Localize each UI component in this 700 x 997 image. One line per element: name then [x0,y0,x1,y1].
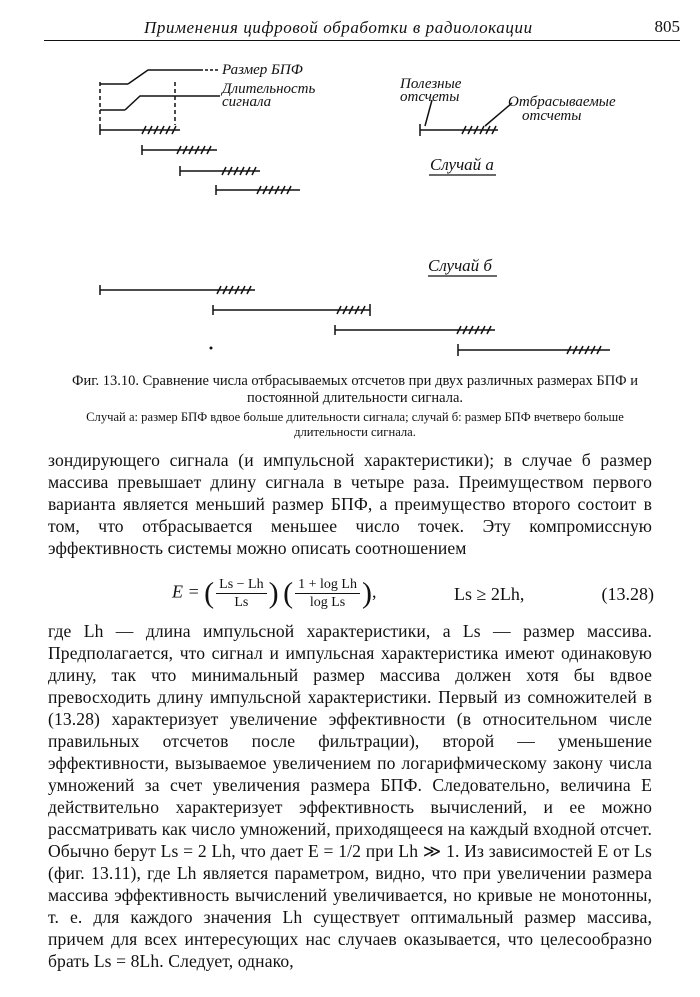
duration-leader [125,96,220,110]
label-discarded-1: Отбрасываемые [508,94,616,110]
running-title: Применения цифровой обработки в радиолокации [144,18,533,37]
paragraph-2: где Lh — длина импульсной характеристики, а Ls — размер массива. Предполагается, что сигнал и импульсная характеристика имеют одинаковую длину, так что минимальный размер массива должен хотя бы вдвое превосходить длину импульсной характеристики. Первый из сомножителей в (13.28) характеризует увеличение эффективности (в относительном числе правильных отсчетов после фильтрации), второй — уменьшение эффективности, вызываемое увеличением по логарифмическому закону числа умножений за счет увеличения размера БПФ. Следовательно, величина E действительно характеризует эффективность вычислений, и ее можно рассматривать как число умножений, приходящееся на каждый входной отсчет. Обычно берут Ls = 2 Lh, что дает E = 1/2 при Lh ≫ 1. Из зависимостей E от Ls (фиг. 13.11), где Lh является параметром, видно, что при увеличении размера массива эффективность вычислений увеличивается, но кривые не монотонны, т. е. для каждого значения Lh существует оптимальный размер массива, причем для всех интересующих нас случаев оказывается, что целесообразно брать Ls = 8Lh. Следует, однако, [48,621,652,971]
label-signal-duration-2: сигнала [222,94,272,110]
label-useful-2: отсчеты [400,89,460,105]
case-a-row-1 [100,125,180,135]
fft-size-leader [128,70,200,84]
case-b-row-1 [100,285,255,295]
label-case-a: Случай а [430,155,494,174]
equation-body: E = ( $\frac{Ls - Lh}{Ls}$ ) ( $\frac{\text{1 + log Lh}}{\text{log Ls}}$ ), [172,576,377,610]
running-header [44,14,680,41]
case-a-row-4 [216,185,300,195]
figure-caption: Фиг. 13.10. Сравнение числа отбрасываемых отсчетов при двух различных размерах БПФ и постоянной длительности сигнала. [71,373,639,406]
case-b-row-2 [213,304,370,316]
label-useful-1: Полезные [400,76,462,92]
case-b-row-3 [335,325,495,335]
page-number: 805 [654,17,680,36]
case-a-row-3 [180,166,260,176]
label-case-b: Случай б [428,256,492,275]
equation-lhs: E = [172,581,200,602]
equation-number: (13.28) [601,584,654,604]
stray-dot [210,347,213,350]
label-fft-size: Размер БПФ [222,62,303,78]
case-a-row-2 [142,145,217,155]
label-discarded-2: отсчеты [522,108,582,124]
paragraph-1: зондирующего сигнала (и импульсной характеристики); в случае б размер массива превышает длину сигнала в четыре раза. Преимуществом первого варианта является меньший размер БПФ, а преимущество второго состоит в том, что отбрасывается меньшее число точек. Эту компромиссную эффективность системы можно описать соотношением [48,450,652,558]
equation-13-28 [60,570,660,616]
fraction-1: $\frac{Ls - Lh}{Ls}$ [216,576,266,611]
fraction-2: $\frac{\text{1 + log Lh}}{\text{log Ls}}$ [295,576,360,611]
figure-subcaption: Случай а: размер БПФ вдвое больше длительности сигнала; случай б: размер БПФ вчетверо больше длительности сигнала. [86,410,624,439]
equation-condition: Ls ≥ 2Lh, [454,584,525,604]
legend-sample-segment [420,100,512,136]
figure-13-10 [0,40,700,370]
case-b-row-4 [458,344,610,356]
label-signal-duration-1: Длительность [222,81,316,97]
